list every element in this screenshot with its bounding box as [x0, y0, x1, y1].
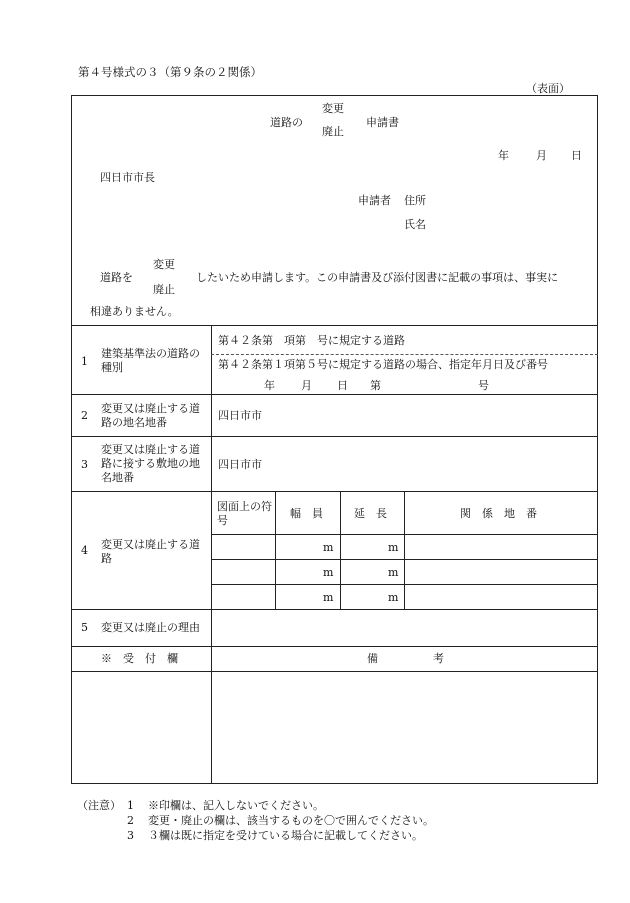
row2-value: 四日市市 — [218, 409, 262, 422]
note-1-text: ※印欄は、記入しないでください。 — [148, 799, 324, 812]
reception-label: ※ 受 付 欄 — [101, 652, 178, 665]
row5-label: 変更又は廃止の理由 — [101, 621, 200, 634]
row4-label: 変更又は廃止する道路 — [101, 538, 200, 565]
row4-col-symbol-header: 図面上の符号 — [217, 500, 272, 527]
reception-header-bottom — [71, 671, 598, 672]
row1-label: 建築基準法の道路の種別 — [101, 347, 200, 374]
row4-width-unit-3: m — [323, 591, 334, 604]
row4-length-unit-2: m — [388, 566, 399, 579]
row3-bottom-border — [71, 491, 598, 492]
date-year-label: 年 — [498, 149, 509, 162]
row4-col-divider-3 — [404, 491, 405, 609]
row4-length-unit-3: m — [388, 591, 399, 604]
row4-number: 4 — [81, 544, 88, 557]
row2-label: 変更又は廃止する道路の地名地番 — [101, 402, 200, 429]
date-day-label: 日 — [571, 149, 582, 162]
row4-col-lot-header: 関 係 地 番 — [460, 507, 537, 520]
title-option-abolish: 廃止 — [322, 125, 344, 138]
row4-col-divider-2 — [340, 491, 341, 609]
row1-dai: 第 — [370, 379, 381, 392]
row5-number: 5 — [81, 621, 88, 634]
row4-length-unit-1: m — [388, 541, 399, 554]
row4-col-divider-1 — [275, 491, 276, 609]
form-number: 第４号様式の３（第９条の２関係） — [78, 65, 262, 79]
remarks-label: 備 考 — [367, 652, 444, 665]
row4-width-unit-2: m — [323, 566, 334, 579]
table-top-border — [71, 325, 598, 326]
row1-bottom-border — [71, 394, 598, 395]
note-2-number: 2 — [127, 814, 134, 827]
title-road-prefix: 道路の — [270, 116, 303, 129]
row2-bottom-border — [71, 436, 598, 437]
title-option-change: 変更 — [322, 102, 344, 115]
row1-month: 月 — [301, 379, 312, 392]
row1-go: 号 — [478, 379, 489, 392]
note-2-text: 変更・廃止の欄は、該当するものを〇で囲んでください。 — [148, 814, 434, 827]
form-frame — [71, 95, 598, 784]
name-label: 氏名 — [404, 218, 426, 231]
applicant-label: 申請者 — [358, 194, 391, 207]
note-1-number: 1 — [127, 799, 134, 812]
row1-line1: 第４２条第 項第 号に規定する道路 — [218, 334, 405, 347]
address-label: 住所 — [404, 194, 426, 207]
row4-col-width-header: 幅 員 — [290, 507, 323, 520]
addressee: 四日市市長 — [100, 171, 155, 184]
row5-bottom-border — [71, 646, 598, 647]
side-label: （表面） — [526, 82, 570, 95]
body-option-abolish: 廃止 — [153, 283, 175, 296]
body-option-change: 変更 — [153, 258, 175, 271]
row4-col-length-header: 延 長 — [354, 507, 387, 520]
row1-number: 1 — [81, 355, 88, 368]
row2-number: 2 — [81, 409, 88, 422]
row3-label: 変更又は廃止する道路に接する敷地の地名地番 — [101, 443, 200, 484]
row4-bottom-border — [71, 609, 598, 610]
title-doc-suffix: 申請書 — [366, 116, 399, 129]
note-3-number: 3 — [127, 829, 134, 842]
date-month-label: 月 — [536, 149, 547, 162]
row1-year: 年 — [264, 379, 275, 392]
body-text-line1: したいため申請します。この申請書及び添付図書に記載の事項は、事実に — [196, 271, 559, 284]
body-text-line2: 相違ありません。 — [90, 305, 179, 318]
note-3-text: ３欄は既に指定を受けている場合に記載してください。 — [148, 829, 423, 842]
row3-number: 3 — [81, 458, 88, 471]
row1-line2: 第４２条第１項第５号に規定する道路の場合、指定年月日及び番号 — [218, 358, 548, 371]
row1-dashed-divider — [211, 354, 598, 355]
row3-value: 四日市市 — [218, 458, 262, 471]
notes-prefix: （注意） — [77, 799, 121, 812]
row1-day: 日 — [337, 379, 348, 392]
body-road-prefix: 道路を — [100, 271, 133, 284]
row4-width-unit-1: m — [323, 541, 334, 554]
